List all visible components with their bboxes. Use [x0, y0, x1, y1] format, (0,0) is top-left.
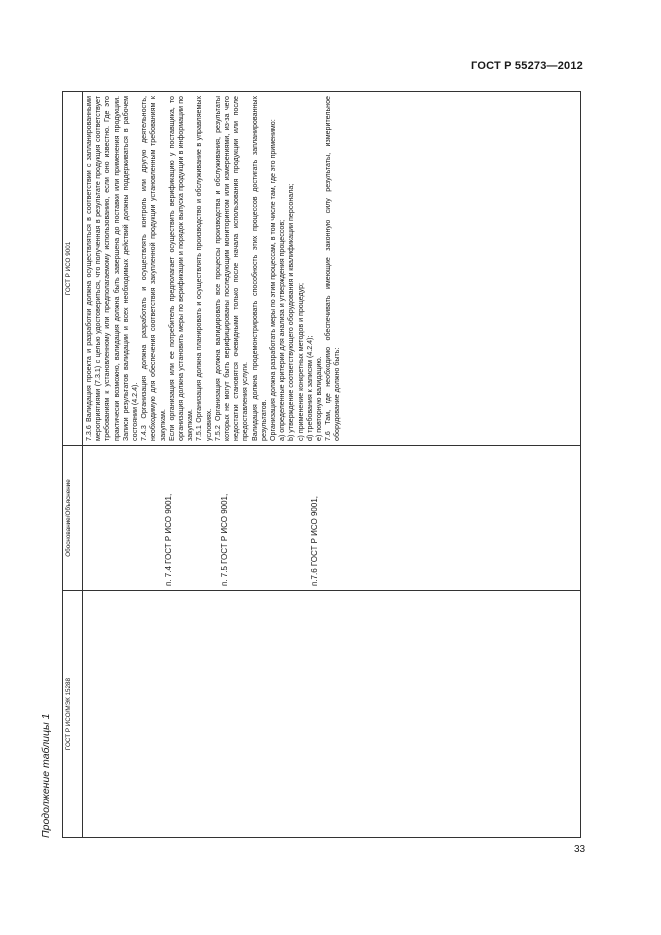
- table-header-row: [63, 92, 83, 838]
- paragraph-verification: Если организация или ее потребитель предполагает осуществить верификацию у поставщика, то организация должна установить меры по верификации и порядок выпуска продукции в информации по закупкам.: [167, 96, 195, 441]
- list-item-d: d) требования к записям (4.2.4);: [305, 335, 314, 441]
- cell-justification: [83, 446, 581, 591]
- paragraph-7-3-6: 7.3.6 Валидация проекта и разработки должна осуществляться в соответствии с запланированными мероприятиями (7.3.1) с целью удостовериться, что полученная в результате продукция соответствует требованиям к установленному или предполагаемому использованию, если оно известно. Где это практически возможно, валидация должна быть завершена до поставки или применения продукции. Записи результатов валидации и всех необходимых действий должны поддерживаться в рабочем состоянии (4.2.4).: [85, 96, 140, 441]
- list-item-e: e) повторную валидацию.: [315, 356, 324, 441]
- table-row: [83, 92, 581, 838]
- column-header-iso15288: ГОСТ Р ИСО/МЭК 15288: [63, 591, 83, 838]
- reference-7-6: п.7.6 ГОСТ Р ИСО 9001,: [310, 496, 320, 586]
- list-item-a: a) определенные критерии для анализа и утверждения процессов;: [278, 219, 287, 441]
- paragraph-measures: Организация должна разработать меры по этим процессам, в том числе там, где это применимо:: [269, 119, 278, 441]
- paragraph-7-5-1: 7.5.1 Организация должна планировать и осуществлять производство и обслуживание в управляемых условиях.: [195, 96, 213, 441]
- column-header-iso9001: ГОСТ Р ИСО 9001: [63, 92, 83, 446]
- reference-7-5: п. 7.5 ГОСТ Р ИСО 9001,: [220, 493, 230, 586]
- cell-iso9001: [83, 92, 581, 446]
- list-item-c: c) применение конкретных методов и процедур;: [296, 282, 305, 441]
- paragraph-7-5-2: 7.5.2 Организация должна валидировать все процессы производства и обслуживания, результаты которых не могут быть верифицированы последующим мониторингом или измерениями, из-за чего недостатки становятся очевидными только после начала использования продукции или после предоставления услуги.: [213, 96, 250, 441]
- rotated-table-area: [40, 92, 584, 838]
- paragraph-7-4-3: 7.4.3 Организация должна разработать и осуществлять контроль или другую деятельность, необходимую для обеспечения соответствия закупленной продукции установленным требованиям к закупкам.: [140, 96, 167, 441]
- table-caption: Продолжение таблицы 1: [40, 713, 52, 838]
- page-number: 33: [574, 844, 586, 855]
- column-header-justification: Обоснование/Объяснение: [63, 446, 83, 591]
- document-code: ГОСТ Р 55273—2012: [471, 60, 583, 72]
- paragraph-7-6: 7.6 Там, где необходимо обеспечивать имеющие законную силу результаты, измерительное оборудование должно быть:: [324, 96, 342, 441]
- cell-iso15288: [83, 591, 581, 838]
- comparison-table: [62, 91, 581, 838]
- paragraph-validation: Валидация должна продемонстрировать способность этих процессов достигать запланированных результатов.: [250, 96, 268, 441]
- reference-7-4: п. 7.4 ГОСТ Р ИСО 9001,: [164, 493, 173, 586]
- list-item-b: b) утверждение соответствующего оборудования и квалификации персонала;: [287, 183, 296, 441]
